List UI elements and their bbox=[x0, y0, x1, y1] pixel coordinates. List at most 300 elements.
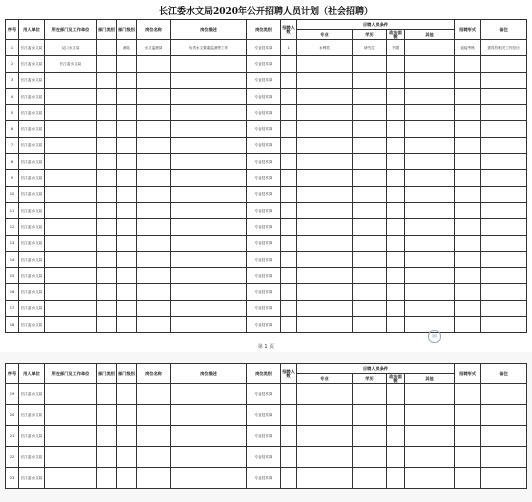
table-cell bbox=[405, 56, 455, 72]
header-headcount: 招聘人数 bbox=[281, 364, 297, 384]
table-cell bbox=[45, 186, 97, 202]
table-cell bbox=[281, 284, 297, 300]
table-cell bbox=[281, 384, 297, 405]
table-cell bbox=[281, 202, 297, 218]
table-cell: 7 bbox=[6, 137, 19, 153]
table-cell: 23 bbox=[6, 468, 19, 489]
table-cell bbox=[297, 56, 353, 72]
table-cell bbox=[137, 186, 171, 202]
table-cell bbox=[455, 186, 481, 202]
table-cell bbox=[481, 251, 527, 267]
table-cell bbox=[97, 121, 117, 137]
table-cell bbox=[97, 235, 117, 251]
table-cell: 长江委水文局 bbox=[19, 384, 45, 405]
header-major: 专业 bbox=[297, 30, 353, 40]
table-cell bbox=[387, 384, 405, 405]
table-cell bbox=[137, 384, 171, 405]
table-cell bbox=[405, 121, 455, 137]
table-cell bbox=[297, 235, 353, 251]
table-cell bbox=[297, 186, 353, 202]
table-cell bbox=[455, 426, 481, 447]
table-cell bbox=[387, 186, 405, 202]
table-cell bbox=[117, 300, 137, 316]
table-row bbox=[6, 72, 527, 88]
table-cell bbox=[281, 154, 297, 170]
table-cell bbox=[171, 384, 247, 405]
table-cell bbox=[97, 384, 117, 405]
table-cell bbox=[117, 447, 137, 468]
table-cell bbox=[171, 405, 247, 426]
table-cell: 8 bbox=[6, 154, 19, 170]
table-cell bbox=[281, 426, 297, 447]
table-cell bbox=[455, 284, 481, 300]
table-cell bbox=[297, 426, 353, 447]
table-cell bbox=[117, 137, 137, 153]
table-cell bbox=[97, 40, 117, 56]
table-cell: 长江委水文局 bbox=[19, 56, 45, 72]
table-cell bbox=[455, 137, 481, 153]
header-dept: 所在部门及工作单位 bbox=[45, 364, 97, 384]
table-cell: 专业技术岗 bbox=[247, 121, 281, 137]
table-cell bbox=[297, 317, 353, 333]
table-cell bbox=[353, 384, 387, 405]
header-degree: 学历 bbox=[353, 30, 387, 40]
table-cell bbox=[353, 251, 387, 267]
watermark bbox=[428, 329, 524, 344]
table-cell bbox=[97, 105, 117, 121]
table-cell bbox=[297, 154, 353, 170]
table-cell bbox=[171, 105, 247, 121]
table-cell bbox=[45, 121, 97, 137]
table-cell: 长江委水文局 bbox=[19, 284, 45, 300]
table-cell: 专业技术岗 bbox=[247, 384, 281, 405]
table-cell: 专业技术岗 bbox=[247, 40, 281, 56]
table-cell: 16 bbox=[6, 284, 19, 300]
header-post-desc: 岗位描述 bbox=[171, 364, 247, 384]
table-cell bbox=[455, 56, 481, 72]
header-remark: 备注 bbox=[481, 20, 527, 40]
table-cell bbox=[97, 300, 117, 316]
table-cell: 专业技术岗 bbox=[247, 468, 281, 489]
table-cell bbox=[481, 154, 527, 170]
table-cell: 15 bbox=[6, 268, 19, 284]
table-cell bbox=[455, 251, 481, 267]
table-cell bbox=[353, 56, 387, 72]
table-cell bbox=[171, 300, 247, 316]
table-cell bbox=[97, 426, 117, 447]
table-cell bbox=[281, 170, 297, 186]
table-cell bbox=[97, 251, 117, 267]
table-cell bbox=[387, 268, 405, 284]
table-cell bbox=[97, 219, 117, 235]
table-cell bbox=[481, 88, 527, 104]
table-cell bbox=[117, 384, 137, 405]
table-cell bbox=[387, 300, 405, 316]
table-cell bbox=[281, 405, 297, 426]
table-cell: 22 bbox=[6, 447, 19, 468]
table-cell: 水文监测岗 bbox=[137, 40, 171, 56]
table-cell bbox=[117, 56, 137, 72]
table-cell bbox=[405, 170, 455, 186]
table-cell bbox=[117, 219, 137, 235]
table-cell bbox=[97, 137, 117, 153]
table-cell bbox=[297, 405, 353, 426]
table-cell: 专业技术岗 bbox=[247, 317, 281, 333]
table-cell bbox=[353, 317, 387, 333]
table-cell bbox=[137, 468, 171, 489]
table-cell bbox=[171, 56, 247, 72]
table-cell bbox=[137, 251, 171, 267]
table-cell bbox=[353, 105, 387, 121]
header-conditions: 应聘人员条件 bbox=[297, 20, 455, 30]
table-cell bbox=[45, 251, 97, 267]
table-cell bbox=[387, 317, 405, 333]
table-cell: 长江委水文局 bbox=[19, 219, 45, 235]
table-cell: 汉口水文局 bbox=[45, 40, 97, 56]
table-cell bbox=[481, 300, 527, 316]
header-dept-level: 部门级别 bbox=[117, 20, 137, 40]
table-cell: 长江委水文局 bbox=[19, 137, 45, 153]
table-cell bbox=[353, 300, 387, 316]
table-cell bbox=[405, 251, 455, 267]
header-headcount: 招聘人数 bbox=[281, 20, 297, 40]
header-post-type: 岗位类别 bbox=[247, 364, 281, 384]
table-cell: 长江委水文局 bbox=[19, 121, 45, 137]
table-cell bbox=[117, 186, 137, 202]
table-cell: 10 bbox=[6, 186, 19, 202]
table-cell bbox=[171, 284, 247, 300]
table-cell: 专业技术岗 bbox=[247, 154, 281, 170]
table-cell bbox=[405, 137, 455, 153]
table-cell: 专业技术岗 bbox=[247, 56, 281, 72]
table-cell: 长江委水文局 bbox=[19, 72, 45, 88]
header-post-name: 岗位名称 bbox=[137, 20, 171, 40]
table-cell bbox=[387, 202, 405, 218]
table-cell bbox=[281, 300, 297, 316]
table-row bbox=[6, 219, 527, 235]
header-other: 其他 bbox=[405, 30, 455, 40]
table-row bbox=[6, 88, 527, 104]
page-number: 第 1 页 bbox=[257, 344, 275, 350]
table-cell bbox=[281, 186, 297, 202]
table-row bbox=[6, 300, 527, 316]
header-politics: 政治面貌 bbox=[387, 30, 405, 40]
table-cell bbox=[117, 235, 137, 251]
table-cell bbox=[481, 202, 527, 218]
header-degree: 学历 bbox=[353, 374, 387, 384]
table-cell bbox=[117, 317, 137, 333]
table-cell bbox=[137, 219, 171, 235]
table-cell bbox=[171, 447, 247, 468]
table-cell bbox=[97, 202, 117, 218]
table-cell: 5 bbox=[6, 105, 19, 121]
table-cell bbox=[97, 268, 117, 284]
table-cell: 20 bbox=[6, 405, 19, 426]
header-seq: 序号 bbox=[6, 364, 19, 384]
table-cell: 直接考核 bbox=[455, 40, 481, 56]
table-cell bbox=[297, 105, 353, 121]
table-cell: 专业技术岗 bbox=[247, 447, 281, 468]
table-cell bbox=[387, 56, 405, 72]
table-cell bbox=[387, 170, 405, 186]
header-other: 其他 bbox=[405, 374, 455, 384]
header-politics: 政治面貌 bbox=[387, 374, 405, 384]
table-cell bbox=[137, 137, 171, 153]
table-cell bbox=[353, 268, 387, 284]
table-cell bbox=[281, 447, 297, 468]
table-cell bbox=[45, 235, 97, 251]
table-cell bbox=[117, 405, 137, 426]
header-conditions: 应聘人员条件 bbox=[297, 364, 455, 374]
table-cell bbox=[281, 121, 297, 137]
table-cell bbox=[297, 121, 353, 137]
table-cell bbox=[97, 56, 117, 72]
table-cell: 长江委水文局 bbox=[19, 88, 45, 104]
table-cell bbox=[455, 384, 481, 405]
table-cell: 17 bbox=[6, 300, 19, 316]
table-cell bbox=[97, 284, 117, 300]
table-cell bbox=[117, 426, 137, 447]
table-cell bbox=[455, 219, 481, 235]
table-cell bbox=[281, 468, 297, 489]
table-cell: 长江委水文局 bbox=[19, 235, 45, 251]
table-cell bbox=[387, 405, 405, 426]
table-cell bbox=[387, 251, 405, 267]
table-cell: 9 bbox=[6, 170, 19, 186]
table-cell bbox=[481, 405, 527, 426]
table-cell: 11 bbox=[6, 202, 19, 218]
table-cell bbox=[481, 121, 527, 137]
table-cell bbox=[455, 154, 481, 170]
table-cell bbox=[171, 170, 247, 186]
table-cell bbox=[387, 121, 405, 137]
header-post-desc: 岗位描述 bbox=[171, 20, 247, 40]
table-cell: 长江委水文局 bbox=[19, 405, 45, 426]
table-cell bbox=[45, 154, 97, 170]
table-cell bbox=[455, 202, 481, 218]
table-cell bbox=[171, 426, 247, 447]
table-cell bbox=[481, 468, 527, 489]
table-row bbox=[6, 202, 527, 218]
table-cell bbox=[171, 317, 247, 333]
table-cell: 专业技术岗 bbox=[247, 251, 281, 267]
table-cell bbox=[117, 88, 137, 104]
table-cell bbox=[297, 284, 353, 300]
table-cell bbox=[281, 235, 297, 251]
table-cell bbox=[117, 268, 137, 284]
table-cell bbox=[117, 105, 137, 121]
table-cell bbox=[45, 202, 97, 218]
table-cell bbox=[353, 284, 387, 300]
header-dept-level: 部门级别 bbox=[117, 364, 137, 384]
table-cell: 4 bbox=[6, 88, 19, 104]
table-cell bbox=[387, 426, 405, 447]
table-cell bbox=[137, 202, 171, 218]
table-cell bbox=[297, 88, 353, 104]
table-cell: 专业技术岗 bbox=[247, 105, 281, 121]
header-dept: 所在部门及工作单位 bbox=[45, 20, 97, 40]
table-cell: 专业技术岗 bbox=[247, 284, 281, 300]
table-cell: 3 bbox=[6, 72, 19, 88]
table-cell: 长江委水文局 bbox=[19, 170, 45, 186]
table-cell bbox=[353, 219, 387, 235]
table-cell bbox=[297, 300, 353, 316]
recruitment-table-continued bbox=[5, 363, 527, 489]
table-cell: 21 bbox=[6, 426, 19, 447]
table-cell bbox=[171, 72, 247, 88]
table-cell bbox=[297, 447, 353, 468]
table-cell bbox=[405, 426, 455, 447]
table-cell bbox=[137, 447, 171, 468]
table-cell bbox=[45, 426, 97, 447]
table-cell bbox=[45, 72, 97, 88]
table-cell bbox=[387, 72, 405, 88]
table-cell bbox=[481, 284, 527, 300]
table-cell bbox=[137, 121, 171, 137]
table-row bbox=[6, 56, 527, 72]
table-cell bbox=[481, 56, 527, 72]
table-cell bbox=[455, 170, 481, 186]
table-cell bbox=[353, 186, 387, 202]
table-cell bbox=[171, 121, 247, 137]
table-cell: 水利类 bbox=[297, 40, 353, 56]
table-row bbox=[6, 468, 527, 489]
table-cell bbox=[405, 284, 455, 300]
table-cell bbox=[171, 154, 247, 170]
table-cell bbox=[353, 235, 387, 251]
table-cell bbox=[481, 186, 527, 202]
table-cell bbox=[405, 154, 455, 170]
table-cell bbox=[481, 219, 527, 235]
table-cell bbox=[455, 235, 481, 251]
table-cell bbox=[137, 426, 171, 447]
table-cell: 长江委水文局 bbox=[19, 40, 45, 56]
table-cell bbox=[455, 121, 481, 137]
table-cell: 专业技术岗 bbox=[247, 202, 281, 218]
table-cell: 不限 bbox=[387, 40, 405, 56]
table-cell: 18 bbox=[6, 317, 19, 333]
table-cell bbox=[481, 426, 527, 447]
header-remark: 备注 bbox=[481, 364, 527, 384]
recruitment-table bbox=[5, 19, 527, 333]
table-cell bbox=[171, 251, 247, 267]
table-cell bbox=[97, 186, 117, 202]
table-row bbox=[6, 384, 527, 405]
table-cell bbox=[171, 268, 247, 284]
table-cell bbox=[387, 235, 405, 251]
document-title: 长江委水文局2020年公开招聘人员计划（社会招聘） bbox=[158, 7, 374, 17]
table-cell bbox=[117, 251, 137, 267]
table-cell: 专业技术岗 bbox=[247, 137, 281, 153]
table-cell bbox=[405, 219, 455, 235]
table-row bbox=[6, 154, 527, 170]
table-cell bbox=[455, 105, 481, 121]
table-cell bbox=[97, 88, 117, 104]
table-cell bbox=[455, 405, 481, 426]
table-cell bbox=[97, 154, 117, 170]
table-cell bbox=[117, 154, 137, 170]
table-cell bbox=[171, 235, 247, 251]
table-cell bbox=[281, 219, 297, 235]
table-cell bbox=[481, 447, 527, 468]
table-cell bbox=[481, 384, 527, 405]
table-cell bbox=[455, 268, 481, 284]
table-cell bbox=[353, 405, 387, 426]
table-cell bbox=[171, 88, 247, 104]
table-cell bbox=[405, 468, 455, 489]
table-cell bbox=[45, 384, 97, 405]
table-cell bbox=[171, 219, 247, 235]
table-cell bbox=[137, 405, 171, 426]
table-cell bbox=[45, 170, 97, 186]
table-cell bbox=[405, 40, 455, 56]
chat-bubble-icon: ✉ bbox=[428, 330, 441, 343]
table-cell bbox=[137, 235, 171, 251]
table-cell bbox=[117, 468, 137, 489]
table-cell bbox=[455, 300, 481, 316]
table-cell bbox=[137, 170, 171, 186]
table-cell bbox=[481, 105, 527, 121]
table-cell bbox=[405, 202, 455, 218]
table-cell: 14 bbox=[6, 251, 19, 267]
table-cell bbox=[455, 88, 481, 104]
table-cell bbox=[387, 284, 405, 300]
table-cell bbox=[405, 405, 455, 426]
table-cell bbox=[45, 300, 97, 316]
table-cell bbox=[45, 137, 97, 153]
table-row bbox=[6, 235, 527, 251]
table-cell bbox=[117, 202, 137, 218]
table-cell bbox=[481, 268, 527, 284]
table-cell: 长江委水文局 bbox=[19, 300, 45, 316]
table-cell bbox=[297, 268, 353, 284]
table-cell: 专业技术岗 bbox=[247, 426, 281, 447]
table-cell bbox=[405, 447, 455, 468]
table-cell bbox=[117, 72, 137, 88]
table-cell: 专业技术岗 bbox=[247, 186, 281, 202]
table-cell bbox=[45, 88, 97, 104]
table-cell bbox=[353, 468, 387, 489]
header-major: 专业 bbox=[297, 374, 353, 384]
table-cell bbox=[97, 468, 117, 489]
table-cell bbox=[387, 137, 405, 153]
table-cell bbox=[137, 300, 171, 316]
header-unit: 用人单位 bbox=[19, 364, 45, 384]
table-cell: 研究生 bbox=[353, 40, 387, 56]
table-cell bbox=[405, 186, 455, 202]
table-cell: 长江委水文局 bbox=[19, 202, 45, 218]
table-cell: 长江委水文局 bbox=[19, 154, 45, 170]
table-cell bbox=[45, 284, 97, 300]
table-cell: 测站 bbox=[117, 40, 137, 56]
table-cell: 19 bbox=[6, 384, 19, 405]
table-row bbox=[6, 137, 527, 153]
table-cell: 2 bbox=[6, 56, 19, 72]
table-cell bbox=[353, 88, 387, 104]
table-cell bbox=[297, 251, 353, 267]
table-cell bbox=[353, 121, 387, 137]
table-cell bbox=[281, 88, 297, 104]
table-cell bbox=[45, 268, 97, 284]
table-cell bbox=[281, 268, 297, 284]
table-cell bbox=[297, 137, 353, 153]
table-cell bbox=[481, 235, 527, 251]
table-cell: 1 bbox=[281, 40, 297, 56]
table-cell bbox=[297, 384, 353, 405]
table-cell bbox=[405, 300, 455, 316]
table-cell: 负责水文要素监测等工作 bbox=[171, 40, 247, 56]
table-cell: 专业技术岗 bbox=[247, 268, 281, 284]
